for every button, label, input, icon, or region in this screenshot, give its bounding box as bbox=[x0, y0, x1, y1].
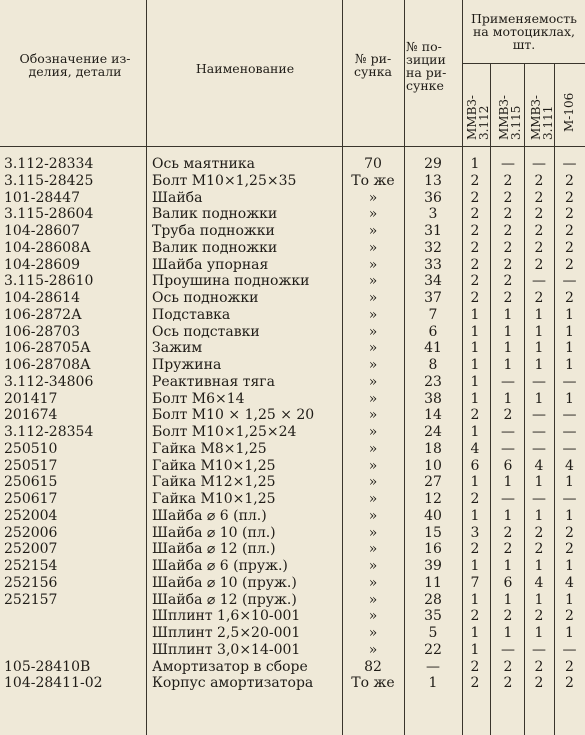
position-number: 35 bbox=[424, 608, 442, 625]
part-code: 104-28614 bbox=[4, 290, 80, 306]
table-row bbox=[0, 541, 585, 558]
qty-m-106: — bbox=[562, 273, 577, 290]
qty-mmvz-3-111: — bbox=[532, 424, 546, 440]
header-code: Обозначение из- делия, детали bbox=[19, 51, 131, 79]
qty-mmvz-3-115: — bbox=[501, 641, 515, 658]
qty-m-106: 1 bbox=[565, 323, 574, 340]
table-row bbox=[0, 173, 585, 190]
part-code: 105-28410В bbox=[4, 658, 91, 675]
table-row bbox=[0, 391, 585, 408]
table-row bbox=[0, 491, 585, 508]
figure-number: » bbox=[368, 541, 378, 558]
part-code: 252154 bbox=[4, 558, 58, 574]
qty-m-106: 2 bbox=[565, 541, 574, 558]
part-name: Гайка M8×1,25 bbox=[152, 440, 267, 457]
table-row bbox=[0, 340, 585, 357]
header-position: № по- зиции на ри- сунке bbox=[406, 39, 447, 93]
qty-mmvz-3-115: 2 bbox=[503, 256, 513, 273]
qty-mmvz-3-112: 1 bbox=[470, 306, 480, 323]
qty-mmvz-3-112: 7 bbox=[470, 574, 480, 591]
part-code: 201674 bbox=[4, 407, 58, 424]
qty-mmvz-3-115: 1 bbox=[503, 507, 513, 524]
table-row bbox=[0, 592, 585, 609]
qty-m-106: 2 bbox=[565, 189, 574, 206]
part-code: 104-28608А bbox=[4, 239, 91, 256]
figure-number: » bbox=[368, 290, 378, 306]
qty-mmvz-3-111: 1 bbox=[534, 474, 544, 491]
qty-mmvz-3-112: 1 bbox=[470, 474, 480, 491]
figure-number: » bbox=[368, 239, 378, 256]
position-number: 28 bbox=[424, 591, 442, 608]
qty-mmvz-3-112: 2 bbox=[470, 658, 480, 675]
table-row bbox=[0, 273, 585, 290]
qty-mmvz-3-111: 1 bbox=[534, 558, 544, 574]
qty-mmvz-3-115: 2 bbox=[503, 290, 513, 306]
table-row bbox=[0, 424, 585, 441]
figure-number: » bbox=[368, 625, 378, 641]
table-row bbox=[0, 324, 585, 341]
qty-mmvz-3-112: 2 bbox=[470, 189, 480, 206]
qty-mmvz-3-115: 2 bbox=[503, 675, 513, 692]
part-name: Шайба ⌀ 6 (пруж.) bbox=[152, 558, 288, 574]
qty-mmvz-3-112: 6 bbox=[470, 457, 480, 474]
qty-mmvz-3-111: — bbox=[532, 373, 546, 390]
position-number: 39 bbox=[424, 558, 442, 574]
qty-mmvz-3-115: 1 bbox=[503, 474, 513, 491]
figure-number: » bbox=[368, 507, 378, 524]
qty-mmvz-3-111: — bbox=[532, 273, 546, 290]
table-row bbox=[0, 240, 585, 257]
qty-mmvz-3-115: 2 bbox=[503, 172, 513, 189]
header-model-4: М-106 bbox=[562, 92, 576, 132]
position-number: 14 bbox=[424, 407, 442, 424]
part-name: Ось маятника bbox=[152, 156, 255, 172]
qty-mmvz-3-115: 1 bbox=[503, 390, 513, 407]
qty-mmvz-3-112: 2 bbox=[470, 491, 480, 507]
qty-mmvz-3-111: — bbox=[532, 407, 546, 424]
figure-number: » bbox=[368, 390, 378, 407]
table-row bbox=[0, 608, 585, 625]
position-number: 32 bbox=[424, 239, 442, 256]
qty-m-106: 2 bbox=[565, 206, 574, 223]
figure-number: » bbox=[368, 407, 378, 424]
qty-mmvz-3-112: 1 bbox=[470, 357, 480, 373]
qty-mmvz-3-111: 2 bbox=[534, 541, 544, 558]
figure-number: » bbox=[368, 424, 378, 440]
qty-mmvz-3-112: 1 bbox=[470, 625, 480, 641]
part-code: 252157 bbox=[4, 591, 58, 608]
position-number: 5 bbox=[428, 625, 438, 641]
part-name: Шплинт 3,0×14-001 bbox=[152, 641, 301, 658]
position-number: 38 bbox=[424, 390, 442, 407]
qty-m-106: 2 bbox=[565, 675, 574, 692]
table-row bbox=[0, 675, 585, 692]
qty-m-106: 4 bbox=[565, 574, 574, 591]
table-row bbox=[0, 156, 585, 173]
part-code: 252004 bbox=[4, 507, 58, 524]
part-code: 252006 bbox=[4, 524, 58, 541]
qty-mmvz-3-111: — bbox=[532, 156, 546, 172]
part-name: Ось подставки bbox=[152, 323, 260, 340]
position-number: 27 bbox=[424, 474, 442, 491]
header-applicability: Применяемость на мотоциклах, шт. bbox=[471, 11, 577, 52]
table-row bbox=[0, 407, 585, 424]
position-number: 13 bbox=[424, 172, 442, 189]
part-name: Шайба ⌀ 12 (пл.) bbox=[152, 541, 276, 558]
position-number: 24 bbox=[424, 424, 442, 440]
header-name: Наименование bbox=[195, 61, 295, 76]
qty-m-106: 1 bbox=[565, 474, 574, 491]
figure-number: То же bbox=[351, 172, 395, 189]
header-model-2: ММВЗ- 3.115 bbox=[497, 95, 523, 140]
qty-m-106: 1 bbox=[565, 558, 574, 574]
qty-mmvz-3-115: — bbox=[501, 491, 515, 507]
figure-number: » bbox=[368, 591, 378, 608]
position-number: 23 bbox=[424, 373, 442, 390]
figure-number: » bbox=[368, 323, 378, 340]
qty-mmvz-3-112: 1 bbox=[470, 390, 480, 407]
part-code: 3.115-28610 bbox=[4, 273, 94, 290]
qty-mmvz-3-112: 2 bbox=[470, 290, 480, 306]
figure-number: » bbox=[368, 440, 378, 457]
table-row bbox=[0, 508, 585, 525]
qty-mmvz-3-111: 2 bbox=[534, 608, 544, 625]
qty-mmvz-3-111: 4 bbox=[534, 457, 544, 474]
part-code: 104-28411-02 bbox=[4, 675, 103, 692]
position-number: 15 bbox=[424, 524, 442, 541]
part-code: 3.115-28425 bbox=[4, 172, 94, 189]
qty-mmvz-3-112: 1 bbox=[470, 591, 480, 608]
position-number: 3 bbox=[428, 206, 438, 223]
qty-mmvz-3-111: 2 bbox=[534, 172, 544, 189]
part-code: 250615 bbox=[4, 474, 58, 491]
qty-mmvz-3-111: — bbox=[532, 440, 546, 457]
part-name: Труба подножки bbox=[152, 223, 275, 239]
part-code: 250617 bbox=[4, 491, 58, 507]
qty-mmvz-3-111: 2 bbox=[534, 524, 544, 541]
qty-mmvz-3-115: — bbox=[501, 156, 515, 172]
qty-mmvz-3-115: 6 bbox=[503, 457, 513, 474]
qty-mmvz-3-115: 2 bbox=[503, 407, 513, 424]
figure-number: 70 bbox=[364, 156, 382, 172]
figure-number: » bbox=[368, 340, 378, 357]
qty-mmvz-3-111: 1 bbox=[534, 323, 544, 340]
qty-m-106: 1 bbox=[565, 390, 574, 407]
part-code: 201417 bbox=[4, 390, 58, 407]
part-name: Шайба ⌀ 10 (пруж.) bbox=[152, 574, 297, 591]
qty-mmvz-3-111: — bbox=[532, 641, 546, 658]
qty-mmvz-3-112: 1 bbox=[470, 373, 480, 390]
position-number: 7 bbox=[428, 306, 438, 323]
figure-number: » bbox=[368, 373, 378, 390]
qty-mmvz-3-111: 1 bbox=[534, 340, 544, 357]
qty-m-106: 2 bbox=[565, 239, 574, 256]
qty-m-106: 2 bbox=[565, 290, 574, 306]
part-code: 104-28609 bbox=[4, 256, 80, 273]
qty-mmvz-3-112: 1 bbox=[470, 323, 480, 340]
part-name: Гайка M10×1,25 bbox=[152, 491, 276, 507]
qty-mmvz-3-111: 2 bbox=[534, 239, 544, 256]
qty-m-106: — bbox=[562, 156, 577, 172]
qty-mmvz-3-111: — bbox=[532, 491, 546, 507]
part-code: 106-28708А bbox=[4, 357, 91, 373]
part-name: Пружина bbox=[152, 357, 222, 373]
table-row bbox=[0, 307, 585, 324]
part-name: Шайба ⌀ 10 (пл.) bbox=[152, 524, 276, 541]
qty-mmvz-3-112: 2 bbox=[470, 608, 480, 625]
figure-number: » bbox=[368, 574, 378, 591]
part-code: 252156 bbox=[4, 574, 58, 591]
part-name: Гайка M12×1,25 bbox=[152, 474, 276, 491]
qty-mmvz-3-111: 1 bbox=[534, 625, 544, 641]
qty-mmvz-3-112: 1 bbox=[470, 156, 480, 172]
qty-mmvz-3-111: 2 bbox=[534, 290, 544, 306]
figure-number: » bbox=[368, 474, 378, 491]
figure-number: » bbox=[368, 491, 378, 507]
part-code: 250517 bbox=[4, 457, 58, 474]
qty-mmvz-3-115: 1 bbox=[503, 340, 513, 357]
position-number: — bbox=[426, 658, 440, 675]
qty-mmvz-3-115: 6 bbox=[503, 574, 513, 591]
qty-mmvz-3-112: 4 bbox=[470, 440, 480, 457]
qty-m-106: 2 bbox=[565, 223, 574, 239]
part-name: Проушина подножки bbox=[152, 273, 310, 290]
position-number: 31 bbox=[424, 223, 442, 239]
qty-mmvz-3-111: 2 bbox=[534, 206, 544, 223]
qty-mmvz-3-112: 2 bbox=[470, 407, 480, 424]
qty-mmvz-3-112: 2 bbox=[470, 239, 480, 256]
part-name: Амортизатор в сборе bbox=[152, 658, 308, 675]
part-code: 250510 bbox=[4, 440, 58, 457]
qty-mmvz-3-111: 2 bbox=[534, 675, 544, 692]
position-number: 34 bbox=[424, 273, 442, 290]
position-number: 1 bbox=[428, 675, 438, 692]
figure-number: » bbox=[368, 641, 378, 658]
figure-number: » bbox=[368, 558, 378, 574]
part-name: Болт M10 × 1,25 × 20 bbox=[152, 407, 315, 424]
qty-mmvz-3-112: 2 bbox=[470, 223, 480, 239]
figure-number: » bbox=[368, 306, 378, 323]
table-row bbox=[0, 474, 585, 491]
qty-mmvz-3-115: 1 bbox=[503, 357, 513, 373]
part-name: Шплинт 2,5×20-001 bbox=[152, 625, 301, 641]
position-number: 10 bbox=[424, 457, 442, 474]
part-name: Шайба ⌀ 12 (пруж.) bbox=[152, 591, 297, 608]
position-number: 8 bbox=[428, 357, 438, 373]
qty-mmvz-3-115: 1 bbox=[503, 591, 513, 608]
qty-m-106: 1 bbox=[565, 591, 574, 608]
table-row bbox=[0, 441, 585, 458]
position-number: 37 bbox=[424, 290, 442, 306]
qty-m-106: 1 bbox=[565, 625, 574, 641]
qty-mmvz-3-115: 2 bbox=[503, 273, 513, 290]
header-model-3: ММВЗ- 3.111 bbox=[529, 95, 555, 140]
table-row bbox=[0, 223, 585, 240]
qty-mmvz-3-115: 2 bbox=[503, 189, 513, 206]
position-number: 12 bbox=[424, 491, 442, 507]
qty-mmvz-3-115: 2 bbox=[503, 223, 513, 239]
qty-mmvz-3-112: 2 bbox=[470, 256, 480, 273]
qty-mmvz-3-111: 1 bbox=[534, 357, 544, 373]
position-number: 36 bbox=[424, 189, 442, 206]
part-name: Валик подножки bbox=[152, 206, 278, 223]
table-row bbox=[0, 642, 585, 659]
part-name: Ось подножки bbox=[152, 290, 259, 306]
qty-mmvz-3-115: 2 bbox=[503, 541, 513, 558]
qty-m-106: 4 bbox=[565, 457, 574, 474]
qty-mmvz-3-111: 1 bbox=[534, 591, 544, 608]
qty-mmvz-3-112: 2 bbox=[470, 172, 480, 189]
part-code: 101-28447 bbox=[4, 189, 80, 206]
part-code: 3.112-28354 bbox=[4, 424, 94, 440]
part-name: Болт M6×14 bbox=[152, 390, 245, 407]
part-name: Зажим bbox=[152, 340, 203, 357]
table-row bbox=[0, 257, 585, 274]
qty-mmvz-3-112: 2 bbox=[470, 206, 480, 223]
qty-m-106: — bbox=[562, 641, 577, 658]
figure-number: 82 bbox=[364, 658, 382, 675]
qty-mmvz-3-115: 2 bbox=[503, 206, 513, 223]
qty-mmvz-3-115: 1 bbox=[503, 558, 513, 574]
position-number: 33 bbox=[424, 256, 442, 273]
position-number: 41 bbox=[424, 340, 442, 357]
table-row bbox=[0, 525, 585, 542]
part-name: Шплинт 1,6×10-001 bbox=[152, 608, 301, 625]
qty-mmvz-3-115: 1 bbox=[503, 323, 513, 340]
part-code: 3.112-28334 bbox=[4, 156, 94, 172]
part-name: Шайба ⌀ 6 (пл.) bbox=[152, 507, 267, 524]
position-number: 11 bbox=[424, 574, 442, 591]
qty-m-106: 1 bbox=[565, 507, 574, 524]
position-number: 6 bbox=[428, 323, 438, 340]
table-row bbox=[0, 206, 585, 223]
qty-m-106: 2 bbox=[565, 524, 574, 541]
qty-mmvz-3-111: 4 bbox=[534, 574, 544, 591]
qty-m-106: 1 bbox=[565, 340, 574, 357]
qty-mmvz-3-115: — bbox=[501, 440, 515, 457]
qty-mmvz-3-112: 2 bbox=[470, 273, 480, 290]
qty-m-106: — bbox=[562, 407, 577, 424]
qty-mmvz-3-111: 2 bbox=[534, 189, 544, 206]
table-row bbox=[0, 190, 585, 207]
part-name: Валик подножки bbox=[152, 239, 278, 256]
figure-number: » bbox=[368, 256, 378, 273]
qty-mmvz-3-112: 2 bbox=[470, 541, 480, 558]
figure-number: » bbox=[368, 189, 378, 206]
qty-mmvz-3-112: 3 bbox=[470, 524, 480, 541]
qty-m-106: 2 bbox=[565, 608, 574, 625]
qty-m-106: 2 bbox=[565, 256, 574, 273]
header-figure: № ри- сунка bbox=[354, 51, 392, 79]
position-number: 29 bbox=[424, 156, 442, 172]
qty-m-106: — bbox=[562, 373, 577, 390]
table-row bbox=[0, 357, 585, 374]
qty-mmvz-3-115: — bbox=[501, 424, 515, 440]
qty-m-106: 2 bbox=[565, 658, 574, 675]
qty-mmvz-3-115: 1 bbox=[503, 625, 513, 641]
qty-mmvz-3-111: 2 bbox=[534, 223, 544, 239]
part-name: Реактивная тяга bbox=[152, 373, 275, 390]
qty-mmvz-3-111: 1 bbox=[534, 507, 544, 524]
figure-number: » bbox=[368, 524, 378, 541]
qty-mmvz-3-111: 2 bbox=[534, 658, 544, 675]
position-number: 40 bbox=[424, 507, 442, 524]
part-name: Подставка bbox=[152, 306, 231, 323]
table-row bbox=[0, 458, 585, 475]
qty-mmvz-3-112: 1 bbox=[470, 641, 480, 658]
figure-number: » bbox=[368, 206, 378, 223]
qty-mmvz-3-115: 2 bbox=[503, 524, 513, 541]
qty-m-106: — bbox=[562, 491, 577, 507]
part-name: Болт M10×1,25×35 bbox=[152, 172, 297, 189]
part-code: 3.115-28604 bbox=[4, 206, 94, 223]
qty-mmvz-3-115: 2 bbox=[503, 608, 513, 625]
part-name: Шайба упорная bbox=[152, 256, 269, 273]
table-row bbox=[0, 575, 585, 592]
part-code: 3.112-34806 bbox=[4, 373, 94, 390]
position-number: 16 bbox=[424, 541, 442, 558]
part-code: 106-28703 bbox=[4, 323, 80, 340]
table-row bbox=[0, 374, 585, 391]
figure-number: » bbox=[368, 357, 378, 373]
part-code: 104-28607 bbox=[4, 223, 80, 239]
qty-mmvz-3-115: 1 bbox=[503, 306, 513, 323]
figure-number: » bbox=[368, 223, 378, 239]
qty-m-106: — bbox=[562, 424, 577, 440]
part-name: Корпус амортизатора bbox=[152, 675, 314, 692]
position-number: 22 bbox=[424, 641, 442, 658]
table-row bbox=[0, 290, 585, 307]
qty-mmvz-3-111: 1 bbox=[534, 390, 544, 407]
qty-mmvz-3-115: 2 bbox=[503, 658, 513, 675]
part-code: 106-28705А bbox=[4, 340, 91, 357]
qty-m-106: — bbox=[562, 440, 577, 457]
part-name: Шайба bbox=[152, 189, 203, 206]
qty-mmvz-3-112: 1 bbox=[470, 340, 480, 357]
part-name: Гайка M10×1,25 bbox=[152, 457, 276, 474]
qty-mmvz-3-111: 2 bbox=[534, 256, 544, 273]
table-row bbox=[0, 659, 585, 676]
qty-mmvz-3-111: 1 bbox=[534, 306, 544, 323]
qty-m-106: 1 bbox=[565, 306, 574, 323]
part-code: 106-2872А bbox=[4, 306, 82, 323]
part-name: Болт M10×1,25×24 bbox=[152, 424, 297, 440]
qty-mmvz-3-112: 1 bbox=[470, 424, 480, 440]
qty-mmvz-3-115: 2 bbox=[503, 239, 513, 256]
header-bottom-rule bbox=[0, 146, 585, 147]
figure-number: То же bbox=[351, 675, 395, 692]
figure-number: » bbox=[368, 608, 378, 625]
part-code: 252007 bbox=[4, 541, 58, 558]
table-row bbox=[0, 625, 585, 642]
position-number: 18 bbox=[424, 440, 442, 457]
qty-m-106: 2 bbox=[565, 172, 574, 189]
qty-m-106: 1 bbox=[565, 357, 574, 373]
figure-number: » bbox=[368, 273, 378, 290]
qty-mmvz-3-112: 2 bbox=[470, 675, 480, 692]
qty-mmvz-3-112: 1 bbox=[470, 558, 480, 574]
qty-mmvz-3-115: — bbox=[501, 373, 515, 390]
header-model-1: ММВЗ- 3.112 bbox=[465, 95, 491, 140]
figure-number: » bbox=[368, 457, 378, 474]
table-row bbox=[0, 558, 585, 575]
qty-mmvz-3-112: 1 bbox=[470, 507, 480, 524]
